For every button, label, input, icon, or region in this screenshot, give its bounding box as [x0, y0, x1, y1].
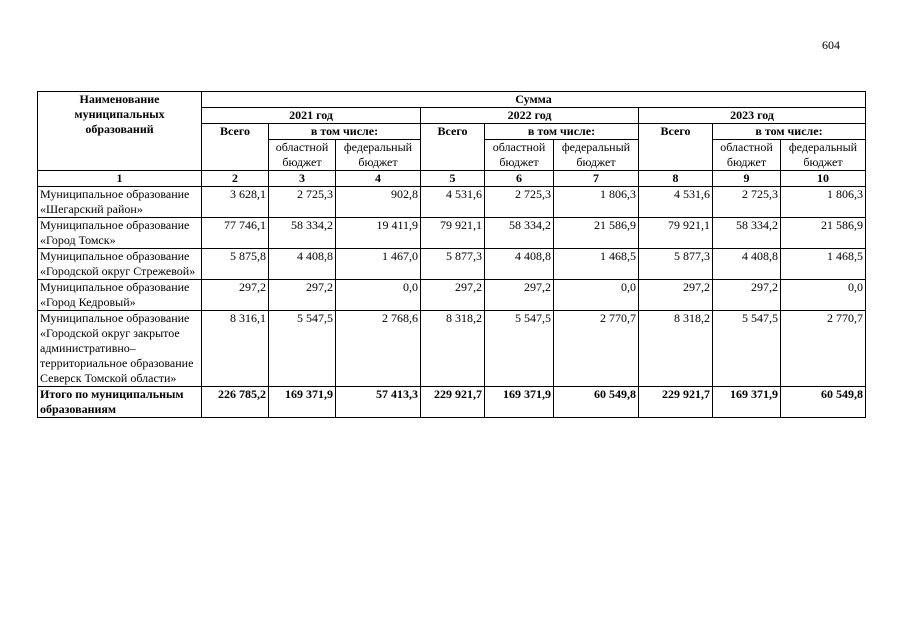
amount-cell: 169 371,9	[713, 387, 781, 418]
amount-cell: 1 467,0	[336, 249, 421, 280]
amount-cell: 297,2	[202, 280, 269, 311]
municipality-name: Муниципальное образование «Город Кедровый»	[38, 280, 202, 311]
amount-cell: 297,2	[421, 280, 485, 311]
amount-cell: 3 628,1	[202, 187, 269, 218]
column-number: 8	[639, 171, 713, 187]
total-row	[38, 387, 866, 418]
header-total-2022: Всего	[421, 124, 485, 171]
amount-cell: 4 531,6	[421, 187, 485, 218]
header-year-2022: 2022 год	[421, 108, 639, 124]
column-number: 10	[781, 171, 866, 187]
table-row	[38, 311, 866, 387]
amount-cell: 19 411,9	[336, 218, 421, 249]
column-number: 2	[202, 171, 269, 187]
amount-cell: 1 468,5	[554, 249, 639, 280]
header-federal-2023: федеральный бюджет	[781, 140, 866, 171]
amount-cell: 169 371,9	[485, 387, 554, 418]
amount-cell: 297,2	[713, 280, 781, 311]
amount-cell: 5 875,8	[202, 249, 269, 280]
column-number-row	[38, 171, 866, 187]
amount-cell: 169 371,9	[269, 387, 336, 418]
amount-cell: 79 921,1	[421, 218, 485, 249]
municipality-name: Муниципальное образование «Шегарский район»	[38, 187, 202, 218]
header-total-2023: Всего	[639, 124, 713, 171]
column-number: 1	[38, 171, 202, 187]
amount-cell: 0,0	[781, 280, 866, 311]
header-including-2021: в том числе:	[269, 124, 421, 140]
amount-cell: 5 547,5	[269, 311, 336, 387]
amount-cell: 229 921,7	[639, 387, 713, 418]
page-number: 604	[822, 38, 840, 52]
amount-cell: 1 806,3	[554, 187, 639, 218]
amount-cell: 5 547,5	[485, 311, 554, 387]
amount-cell: 1 806,3	[781, 187, 866, 218]
municipality-name: Муниципальное образование «Городской округ Стрежевой»	[38, 249, 202, 280]
table-row	[38, 249, 866, 280]
amount-cell: 0,0	[554, 280, 639, 311]
amount-cell: 8 318,2	[421, 311, 485, 387]
amount-cell: 8 316,1	[202, 311, 269, 387]
amount-cell: 58 334,2	[713, 218, 781, 249]
table-row	[38, 280, 866, 311]
amount-cell: 297,2	[639, 280, 713, 311]
amount-cell: 2 725,3	[485, 187, 554, 218]
header-federal-2022: федеральный бюджет	[554, 140, 639, 171]
amount-cell: 58 334,2	[485, 218, 554, 249]
amount-cell: 21 586,9	[554, 218, 639, 249]
amount-cell: 4 408,8	[713, 249, 781, 280]
amount-cell: 229 921,7	[421, 387, 485, 418]
column-number: 3	[269, 171, 336, 187]
column-number: 4	[336, 171, 421, 187]
amount-cell: 2 725,3	[713, 187, 781, 218]
header-regional-2022: областной бюджет	[485, 140, 554, 171]
amount-cell: 902,8	[336, 187, 421, 218]
amount-cell: 5 877,3	[421, 249, 485, 280]
amount-cell: 297,2	[269, 280, 336, 311]
amount-cell: 4 408,8	[269, 249, 336, 280]
header-year-2023: 2023 год	[639, 108, 866, 124]
table-row	[38, 218, 866, 249]
column-number: 5	[421, 171, 485, 187]
header-total-2021: Всего	[202, 124, 269, 171]
amount-cell: 297,2	[485, 280, 554, 311]
amount-cell: 8 318,2	[639, 311, 713, 387]
municipality-name: Итого по муниципальным образованиям	[38, 387, 202, 418]
municipality-name: Муниципальное образование «Город Томск»	[38, 218, 202, 249]
amount-cell: 4 531,6	[639, 187, 713, 218]
amount-cell: 5 877,3	[639, 249, 713, 280]
header-sum: Сумма	[202, 92, 866, 108]
column-number: 7	[554, 171, 639, 187]
table-body	[38, 187, 866, 418]
header-federal-2021: федеральный бюджет	[336, 140, 421, 171]
header-regional-2021: областной бюджет	[269, 140, 336, 171]
amount-cell: 4 408,8	[485, 249, 554, 280]
amount-cell: 21 586,9	[781, 218, 866, 249]
header-including-2022: в том числе:	[485, 124, 639, 140]
column-number: 6	[485, 171, 554, 187]
amount-cell: 60 549,8	[781, 387, 866, 418]
amount-cell: 58 334,2	[269, 218, 336, 249]
amount-cell: 79 921,1	[639, 218, 713, 249]
amount-cell: 1 468,5	[781, 249, 866, 280]
table-row	[38, 187, 866, 218]
amount-cell: 60 549,8	[554, 387, 639, 418]
amount-cell: 5 547,5	[713, 311, 781, 387]
column-number: 9	[713, 171, 781, 187]
amount-cell: 77 746,1	[202, 218, 269, 249]
header-including-2023: в том числе:	[713, 124, 866, 140]
amount-cell: 0,0	[336, 280, 421, 311]
amount-cell: 2 770,7	[554, 311, 639, 387]
amount-cell: 2 770,7	[781, 311, 866, 387]
header-name-column: Наименование муниципальных образований	[38, 92, 202, 171]
amount-cell: 226 785,2	[202, 387, 269, 418]
header-year-2021: 2021 год	[202, 108, 421, 124]
municipality-name: Муниципальное образование «Городской округ закрытое административно–территориальное образование Северск Томской области»	[38, 311, 202, 387]
amount-cell: 57 413,3	[336, 387, 421, 418]
amount-cell: 2 768,6	[336, 311, 421, 387]
budget-table	[37, 91, 866, 418]
header-regional-2023: областной бюджет	[713, 140, 781, 171]
amount-cell: 2 725,3	[269, 187, 336, 218]
